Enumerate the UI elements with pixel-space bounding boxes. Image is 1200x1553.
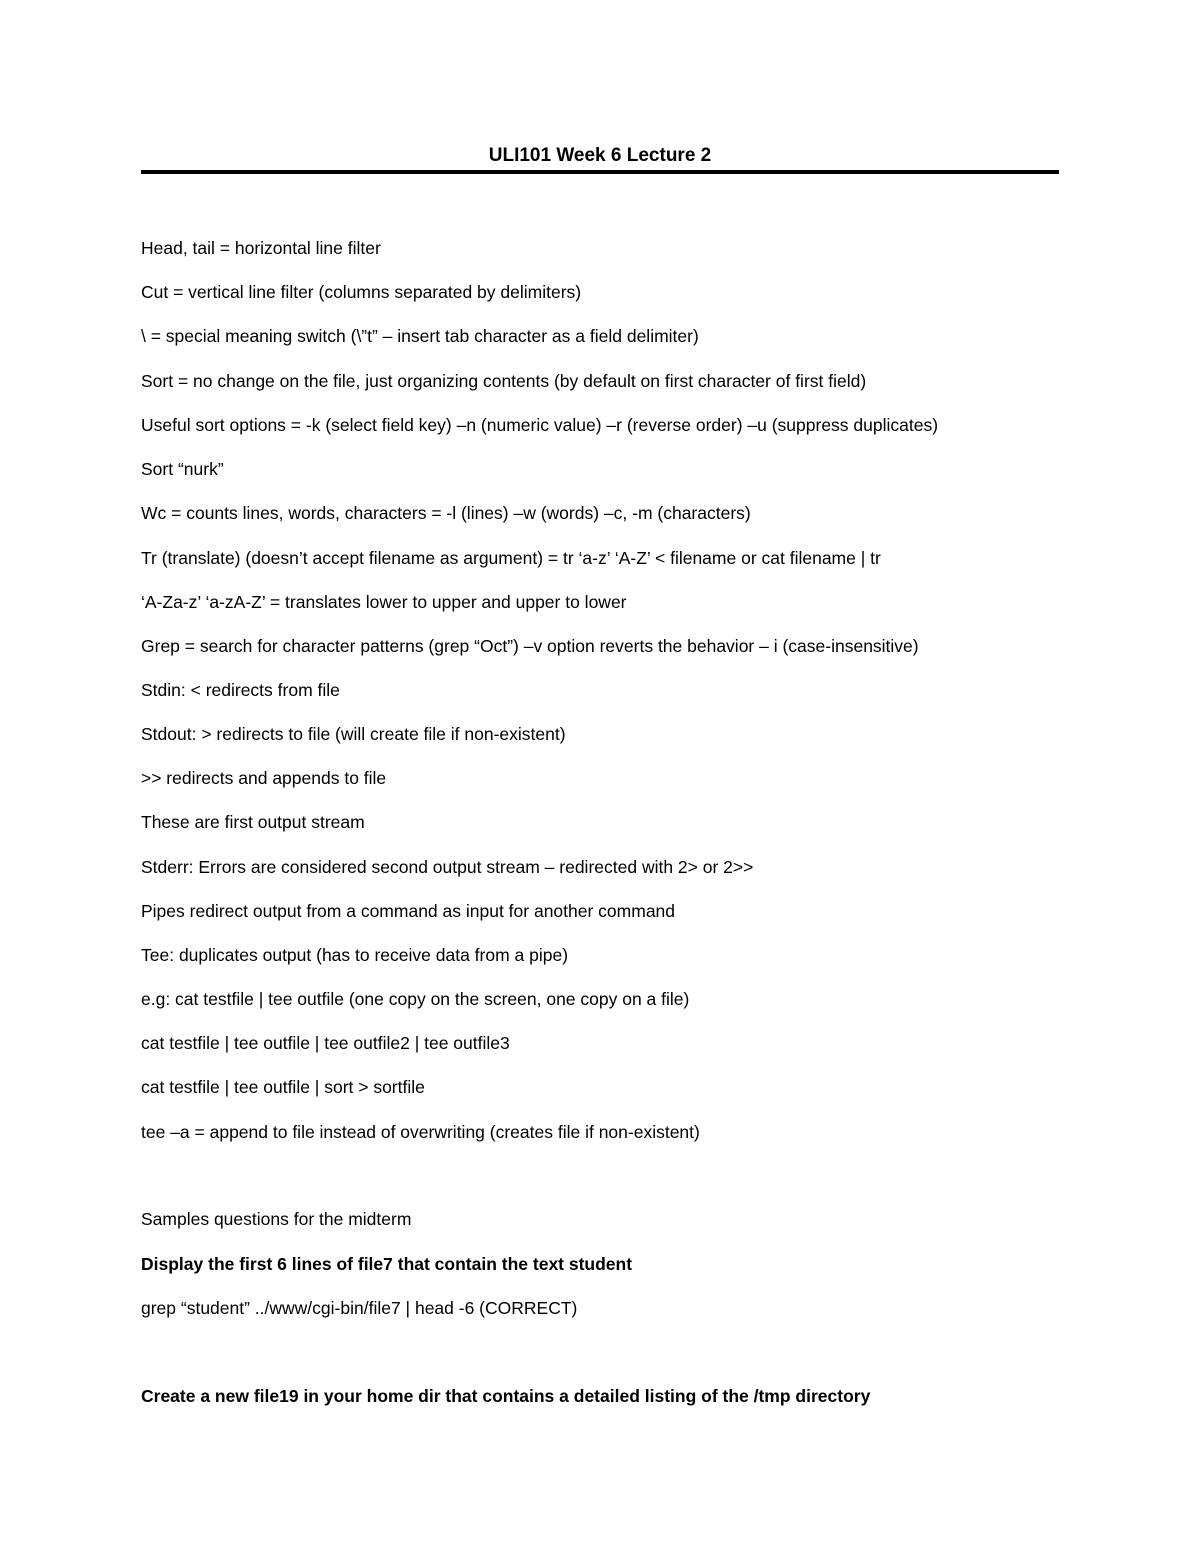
page-title: ULI101 Week 6 Lecture 2	[488, 145, 712, 166]
note-line: cat testfile | tee outfile | sort > sortfile	[141, 1077, 425, 1097]
note-line: Tr (translate) (doesn’t accept filename as argument) = tr ‘a-z’ ‘A-Z’ < filename or cat filename | tr	[141, 548, 881, 568]
note-line: Head, tail = horizontal line filter	[141, 238, 381, 258]
note-line: Useful sort options = -k (select field key) –n (numeric value) –r (reverse order) –u (suppress duplicates)	[141, 415, 939, 435]
question-1: Display the first 6 lines of file7 that contain the text student	[141, 1254, 633, 1274]
note-line: tee –a = append to file instead of overwriting (creates file if non-existent)	[141, 1122, 700, 1142]
note-line: Stderr: Errors are considered second output stream – redirected with 2> or 2>>	[141, 857, 754, 877]
answer-1: grep “student” ../www/cgi-bin/file7 | head -6 (CORRECT)	[141, 1298, 578, 1318]
note-line: >> redirects and appends to file	[141, 768, 387, 788]
note-line: ‘A-Za-z’ ‘a-zA-Z’ = translates lower to upper and upper to lower	[141, 592, 627, 612]
note-line: These are first output stream	[141, 812, 365, 832]
note-line: Stdin: < redirects from file	[141, 680, 340, 700]
note-line: \ = special meaning switch (\”t” – insert tab character as a field delimiter)	[141, 326, 699, 346]
note-line: Sort = no change on the file, just organizing contents (by default on first character of first field)	[141, 371, 867, 391]
note-line: cat testfile | tee outfile | tee outfile2 | tee outfile3	[141, 1033, 510, 1053]
title-underline	[141, 170, 1059, 174]
note-line: Sort “nurk”	[141, 459, 224, 479]
note-line: Stdout: > redirects to file (will create file if non-existent)	[141, 724, 566, 744]
note-line: Cut = vertical line filter (columns separated by delimiters)	[141, 282, 582, 302]
note-line: e.g: cat testfile | tee outfile (one copy on the screen, one copy on a file)	[141, 989, 690, 1009]
midterm-heading: Samples questions for the midterm	[141, 1209, 412, 1229]
note-line: Tee: duplicates output (has to receive data from a pipe)	[141, 945, 569, 965]
note-line: Wc = counts lines, words, characters = -l (lines) –w (words) –c, -m (characters)	[141, 503, 751, 523]
note-line: Grep = search for character patterns (grep “Oct”) –v option reverts the behavior – i (case-insensitive)	[141, 636, 919, 656]
note-line: Pipes redirect output from a command as input for another command	[141, 901, 676, 921]
question-2: Create a new file19 in your home dir that contains a detailed listing of the /tmp directory	[141, 1386, 871, 1406]
